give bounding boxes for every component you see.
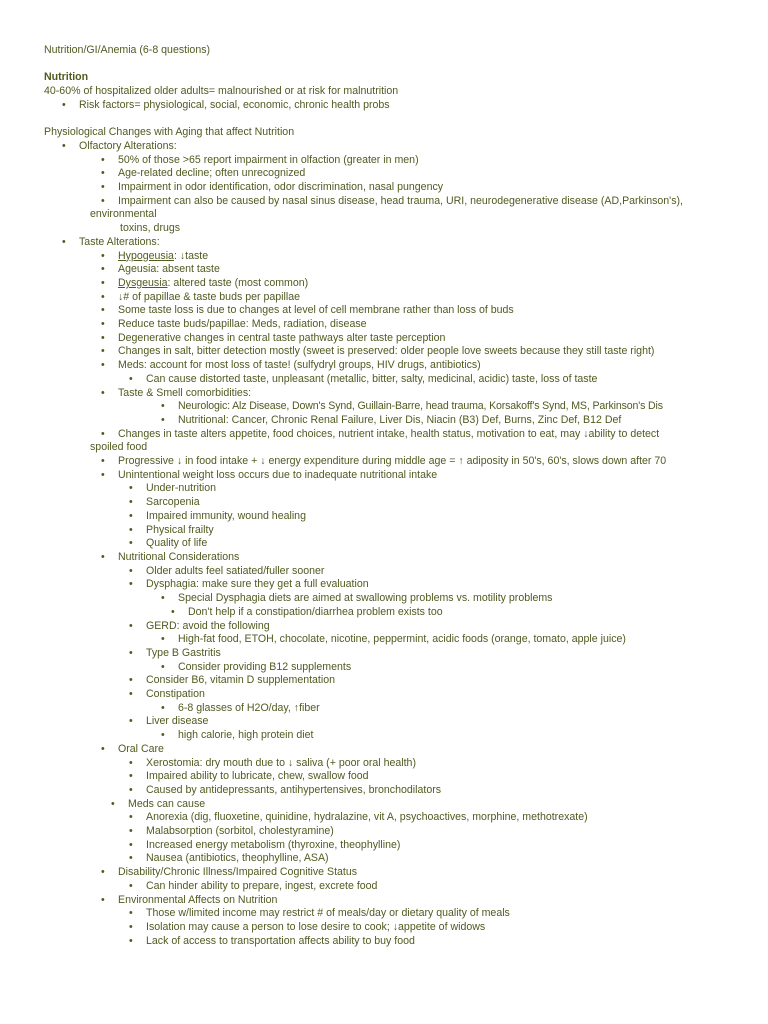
list-item: • Nausea (antibiotics, theophylline, ASA) [44,852,734,866]
list-item: • Dysphagia: make sure they get a full evaluation [44,578,734,592]
list-item: • Progressive ↓ in food intake + ↓ energy expenditure during middle age = ↑ adiposity in 50's, 60's, slows down after 70 [44,455,734,469]
list-item: • Quality of life [44,537,734,551]
list-item-continuation: spoiled food [90,441,148,454]
list-item: • 6-8 glasses of H2O/day, ↑fiber [44,702,734,716]
list-item: • Ageusia: absent taste [44,263,734,277]
list-item: • Impaired ability to lubricate, chew, swallow food [44,770,734,784]
list-item: • Caused by antidepressants, antihypertensives, bronchodilators [44,784,734,798]
list-item: • Special Dysphagia diets are aimed at swallowing problems vs. motility problems [44,592,734,606]
term-dysgeusia: Dysgeusia [118,276,168,289]
list-item-oral-care: • Oral Care [44,743,734,757]
list-item: • Don't help if a constipation/diarrhea problem exists too [44,606,734,620]
list-item-olfactory: • Olfactory Alterations: [44,140,734,154]
list-item: • Reduce taste buds/papillae: Meds, radiation, disease [44,318,734,332]
list-item: • Consider B6, vitamin D supplementation [44,674,734,688]
list-item [44,250,734,264]
list-item: • Type B Gastritis [44,647,734,661]
list-item: • ↓# of papillae & taste buds per papillae [44,291,734,305]
list-item: • Some taste loss is due to changes at level of cell membrane rather than loss of buds [44,304,734,318]
list-item: • Older adults feel satiated/fuller sooner [44,565,734,579]
list-item: • Changes in salt, bitter detection mostly (sweet is preserved: older people love sweets because they still taste right) [44,345,734,359]
list-item: • Impaired immunity, wound healing [44,510,734,524]
list-item: • Consider providing B12 supplements [44,661,734,675]
list-item: • Impairment can also be caused by nasal sinus disease, head trauma, URI, neurodegenerative disease (AD,Parkinson's), [44,195,734,209]
list-item-continuation: toxins, drugs [120,222,181,235]
list-item: • Risk factors= physiological, social, economic, chronic health probs [44,99,734,113]
term-hypogeusia: Hypogeusia [118,249,174,262]
list-item-taste: • Taste Alterations: [44,236,734,250]
list-item: • Under-nutrition [44,482,734,496]
list-item: • Those w/limited income may restrict # of meals/day or dietary quality of meals [44,907,734,921]
list-item: • Constipation [44,688,734,702]
list-item-considerations: • Nutritional Considerations [44,551,734,565]
list-item: • Impairment in odor identification, odor discrimination, nasal pungency [44,181,734,195]
list-item: • Can cause distorted taste, unpleasant (metallic, bitter, salty, medicinal, acidic) taste, loss of taste [44,373,734,387]
document-title: Nutrition/GI/Anemia (6-8 questions) [44,44,211,56]
list-item: • GERD: avoid the following [44,620,734,634]
list-item: • Xerostomia: dry mouth due to ↓ saliva (+ poor oral health) [44,757,734,771]
list-item: • Lack of access to transportation affects ability to buy food [44,935,734,949]
list-item-meds: • Meds can cause [44,798,734,812]
list-item-continuation: environmental [90,208,157,221]
list-item: • Age-related decline; often unrecognized [44,167,734,181]
list-item: • Physical frailty [44,524,734,538]
list-item: • Malabsorption (sorbitol, cholestyramine) [44,825,734,839]
list-item: • Anorexia (dig, fluoxetine, quinidine, hydralazine, vit A, psychoactives, morphine, methotrexate) [44,811,734,825]
list-item: • Taste & Smell comorbidities: [44,387,734,401]
list-item: • Liver disease [44,715,734,729]
list-item: • Neurologic: Alz Disease, Down's Synd, Guillain-Barre, head trauma, Korsakoff's Synd, MS, Parkinson's Dis [44,400,734,414]
section-heading-physiological: Physiological Changes with Aging that affect Nutrition [44,126,295,139]
list-item-disability: • Disability/Chronic Illness/Impaired Cognitive Status [44,866,734,880]
list-item: • Isolation may cause a person to lose desire to cook; ↓appetite of widows [44,921,734,935]
list-item: • high calorie, high protein diet [44,729,734,743]
list-item-weight-loss: • Unintentional weight loss occurs due to inadequate nutritional intake [44,469,734,483]
list-item-environmental: • Environmental Affects on Nutrition [44,894,734,908]
section-heading-nutrition: Nutrition [44,71,89,84]
list-item [44,277,734,291]
document-page [44,44,734,948]
list-item: • Increased energy metabolism (thyroxine, theophylline) [44,839,734,853]
list-item: • Nutritional: Cancer, Chronic Renal Failure, Liver Dis, Niacin (B3) Def, Burns, Zinc Def, B12 Def [44,414,734,428]
intro-line: 40-60% of hospitalized older adults= malnourished or at risk for malnutrition [44,85,399,98]
definition-text: : altered taste (most common) [167,276,309,289]
list-item: • Changes in taste alters appetite, food choices, nutrient intake, health status, motivation to eat, may ↓ability to detect [44,428,734,442]
list-item: • Degenerative changes in central taste pathways alter taste perception [44,332,734,346]
definition-text: : ↓taste [173,249,209,262]
list-item: • Can hinder ability to prepare, ingest, excrete food [44,880,734,894]
list-item: • Meds: account for most loss of taste! (sulfydryl groups, HIV drugs, antibiotics) [44,359,734,373]
list-item: • High-fat food, ETOH, chocolate, nicotine, peppermint, acidic foods (orange, tomato, apple juice) [44,633,734,647]
list-item: • Sarcopenia [44,496,734,510]
list-item: • 50% of those >65 report impairment in olfaction (greater in men) [44,154,734,168]
